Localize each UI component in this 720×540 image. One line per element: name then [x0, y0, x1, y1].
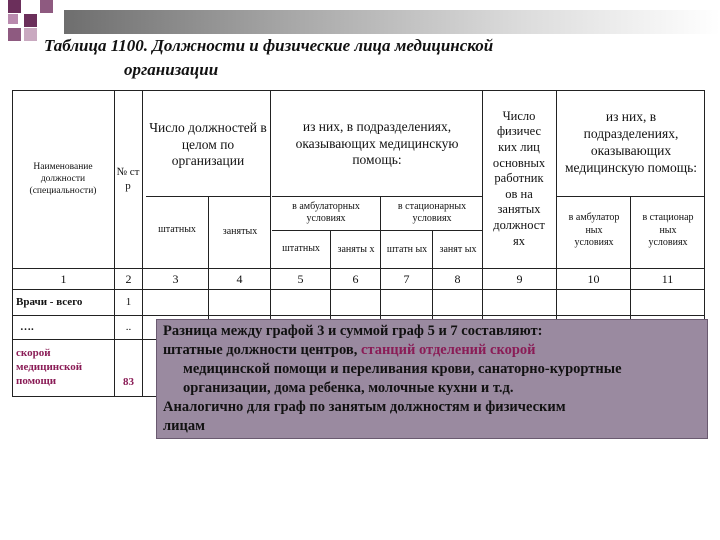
note-line: организации, дома ребенка, молочные кухни и т.д.	[183, 380, 514, 396]
header-physical-persons: Число физичес ких лиц основных работник ов на занятых должност ях	[492, 108, 546, 248]
header-staff-outpatient: штатных	[282, 242, 320, 254]
note-callout	[156, 319, 708, 439]
header-position: Наименование должности (специальности)	[29, 162, 97, 196]
note-line: Аналогично для граф по занятым должностям и физическим	[163, 399, 566, 415]
col-number: 1	[60, 271, 67, 286]
header-row-number: № ст р	[116, 166, 140, 192]
header-staff: штатных	[158, 223, 196, 235]
note-line: лицам	[163, 418, 205, 434]
row-number: 83	[123, 376, 134, 389]
col-number: 5	[297, 271, 304, 286]
header-of-which-units: из них, в подразделениях, оказывающих медицинскую помощь:	[295, 118, 459, 168]
col-number: 8	[454, 271, 461, 286]
col-number: 6	[352, 271, 359, 286]
title-line-2: организации	[124, 60, 219, 79]
row-number: ..	[125, 320, 132, 333]
note-line: медицинской помощи и переливания крови, санаторно-курортные	[183, 361, 622, 377]
note-line	[163, 341, 701, 360]
header-of-which-units-2: из них, в подразделениях, оказывающих медицинскую помощь:	[564, 109, 697, 175]
col-number: 3	[172, 271, 179, 286]
col-number: 10	[587, 271, 600, 286]
header-outpatient: в амбулаторных условиях	[292, 200, 360, 224]
note-highlight: станций отделений скорой	[360, 342, 536, 358]
header-staff-inpatient: штатн ых	[386, 243, 428, 255]
row-number: 1	[125, 295, 132, 308]
header-occupied: занятых	[222, 225, 258, 237]
row-name: Врачи - всего	[16, 295, 83, 308]
note-text: штатные должности центров,	[163, 342, 361, 358]
header-occupied-inpatient: занят ых	[439, 243, 477, 255]
row-name: ….	[20, 320, 34, 333]
title-line-1: Таблица 1100. Должности и физические лица медицинской	[44, 36, 494, 55]
col-number: 11	[661, 271, 674, 286]
header-inpatient-2: в стационар ных условиях	[642, 212, 694, 249]
col-number: 9	[516, 271, 523, 286]
header-occupied-outpatient: заняты х	[337, 243, 375, 255]
header-total-positions: Число должностей в целом по организации	[149, 119, 267, 169]
header-inpatient: в стационарных условиях	[397, 200, 467, 224]
col-number: 4	[236, 271, 243, 286]
col-number: 2	[125, 271, 132, 286]
row-name: скорой медицинской помощи	[16, 347, 83, 387]
header-outpatient-2: в амбулатор ных условиях	[568, 212, 620, 249]
note-line: Разница между графой 3 и суммой граф 5 и 7 составляют:	[163, 323, 543, 339]
col-number: 7	[403, 271, 410, 286]
